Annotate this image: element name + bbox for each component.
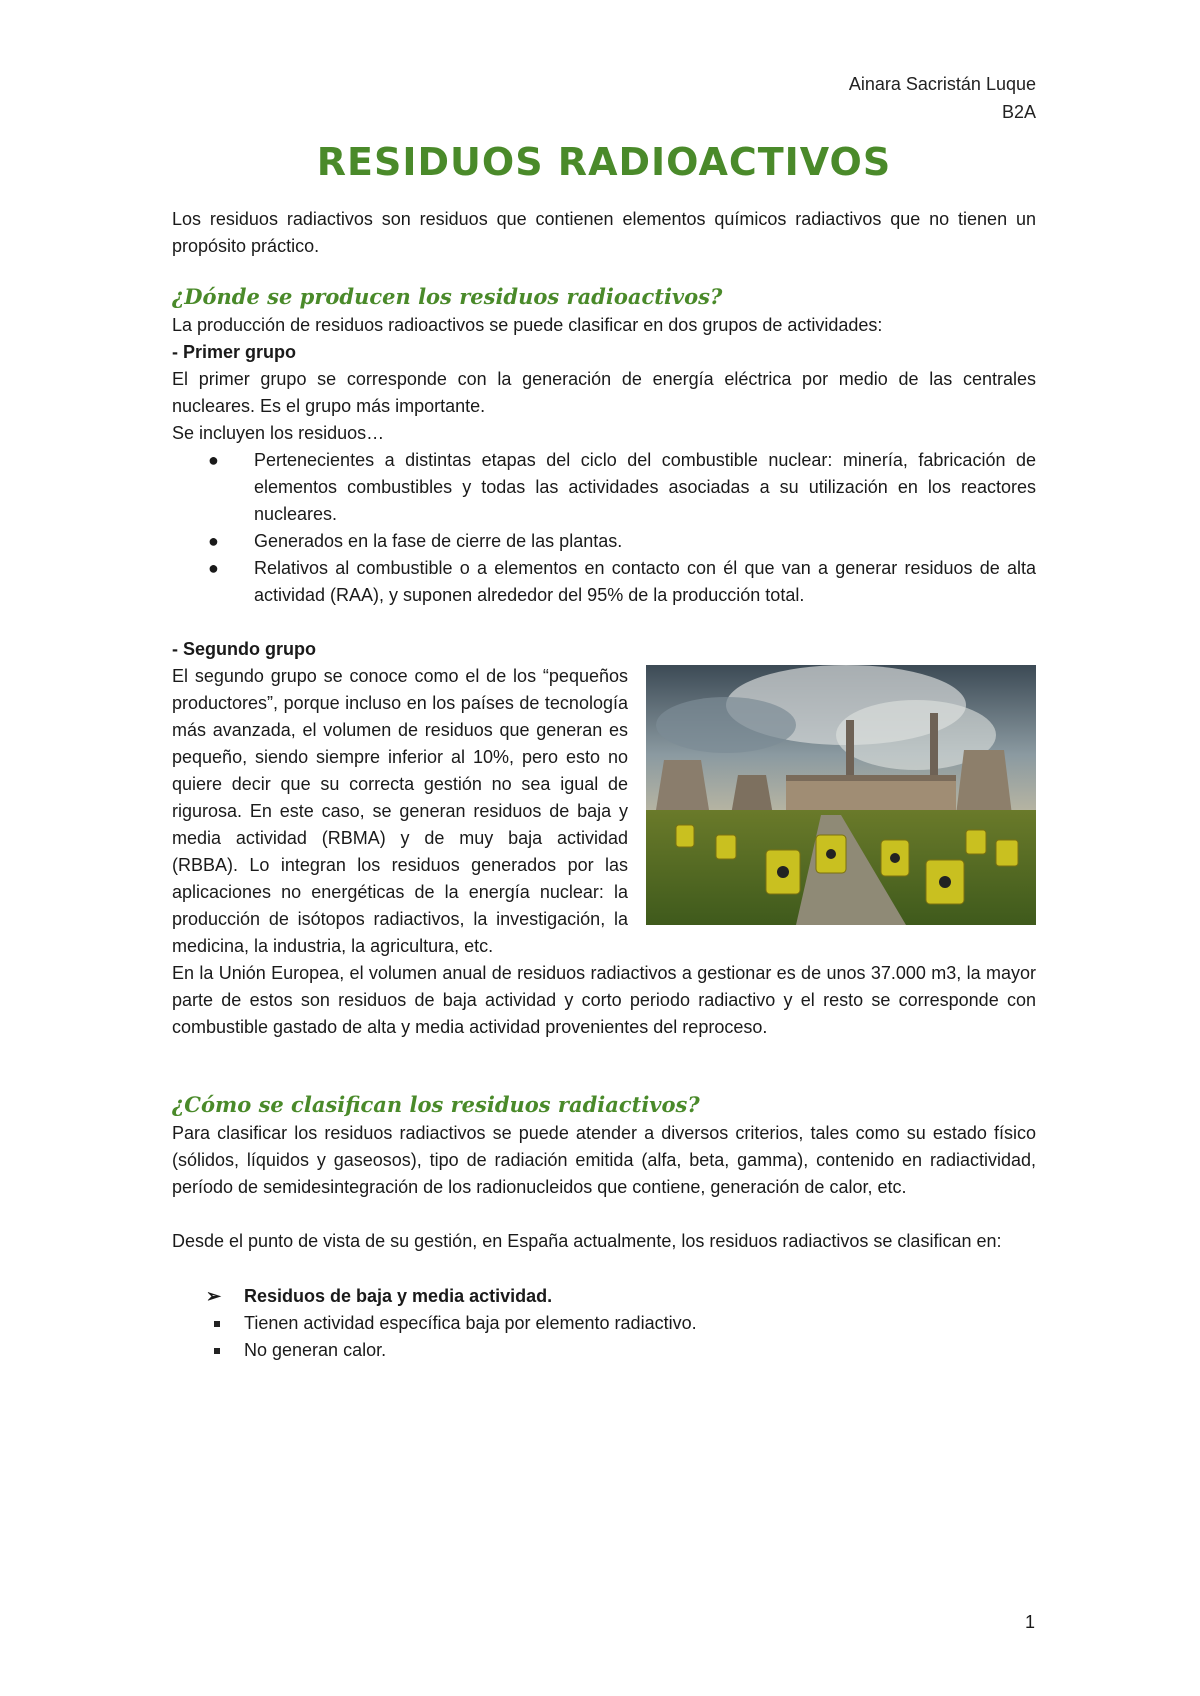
group1-bullet-list: [172, 447, 1036, 609]
category-points-list: [172, 1310, 1036, 1364]
bullet-icon: ●: [208, 531, 219, 551]
group1-label: - Primer grupo: [172, 342, 297, 362]
page-number: 1: [1024, 1612, 1035, 1632]
group2-text: El segundo grupo se conoce como el de los “pequeños productores”, porque incluso en los países de tecnología más avanzada, el volumen de residuos que generan es pequeño, siendo siempre inferior al 10%, pero esto no quiere decir que su correcta gestión no sea igual de rigurosa. En este caso, se generan residuos de baja y media actividad (RBMA) y de muy baja actividad (RBBA). Lo integran los residuos generados por las aplicaciones no energéticas de la energía nuclear: la producción de isótopos radiactivos, la investigación, la medicina, la industria, la agricultura, etc.: [172, 666, 628, 956]
bullet-icon: ●: [208, 450, 219, 470]
category-low-medium: ➢ Residuos de baja y media actividad.: [172, 1283, 1036, 1310]
list-item: Tienen actividad específica baja por elemento radiactivo.: [172, 1310, 1036, 1337]
square-bullet-icon: [214, 1321, 220, 1327]
production-lead: La producción de residuos radioactivos se puede clasificar en dos grupos de actividades:: [172, 315, 883, 335]
list-item: ● Pertenecientes a distintas etapas del ciclo del combustible nuclear: minería, fabricación de elementos combustibles y todas las actividades asociadas a su utilización en los reactores nucleares.: [208, 447, 1036, 528]
class-group: B2A: [1001, 102, 1036, 122]
group2-label: - Segundo grupo: [172, 639, 316, 659]
list-item: ● Relativos al combustible o a elementos en contacto con él que van a generar residuos de alta actividad (RAA), y suponen alrededor del 95% de la producción total.: [208, 555, 1036, 609]
arrow-bullet-icon: ➢: [206, 1286, 222, 1306]
spain-classification-text: Desde el punto de vista de su gestión, en España actualmente, los residuos radiactivos se clasifican en:: [172, 1231, 1002, 1251]
section-heading-classification: ¿Cómo se clasifican los residuos radiactivos?: [172, 1092, 700, 1117]
document-title: RESIDUOS RADIOACTIVOS: [316, 140, 892, 184]
classification-text: Para clasificar los residuos radiactivos se puede atender a diversos criterios, tales como su estado físico (sólidos, líquidos y gaseosos), tipo de radiación emitida (alfa, beta, gamma), contenido en radiactividad, período de semidesintegración de los radionucleidos que contiene, generación de calor, etc.: [172, 1123, 1036, 1197]
group1-includes: Se incluyen los residuos…: [172, 423, 385, 443]
intro-paragraph: Los residuos radiactivos son residuos que contienen elementos químicos radiactivos que no tienen un propósito práctico.: [172, 209, 1036, 256]
nuclear-plant-barrels-image: [646, 665, 1036, 925]
square-bullet-icon: [214, 1348, 220, 1354]
list-item: No generan calor.: [172, 1337, 1036, 1364]
bullet-icon: ●: [208, 558, 219, 578]
group1-text: El primer grupo se corresponde con la generación de energía eléctrica por medio de las centrales nucleares. Es el grupo más importante.: [172, 369, 1036, 416]
section-heading-production: ¿Dónde se producen los residuos radioactivos?: [172, 284, 723, 309]
eu-volume-text: En la Unión Europea, el volumen anual de residuos radiactivos a gestionar es de unos 37.000 m3, la mayor parte de estos son residuos de baja actividad y corto periodo radiactivo y el resto se corresponde con combustible gastado de alta y media actividad provenientes del reproceso.: [172, 963, 1036, 1037]
page-content: [172, 70, 1036, 1364]
author-name: Ainara Sacristán Luque: [848, 74, 1036, 94]
list-item: ● Generados en la fase de cierre de las plantas.: [208, 528, 1036, 555]
